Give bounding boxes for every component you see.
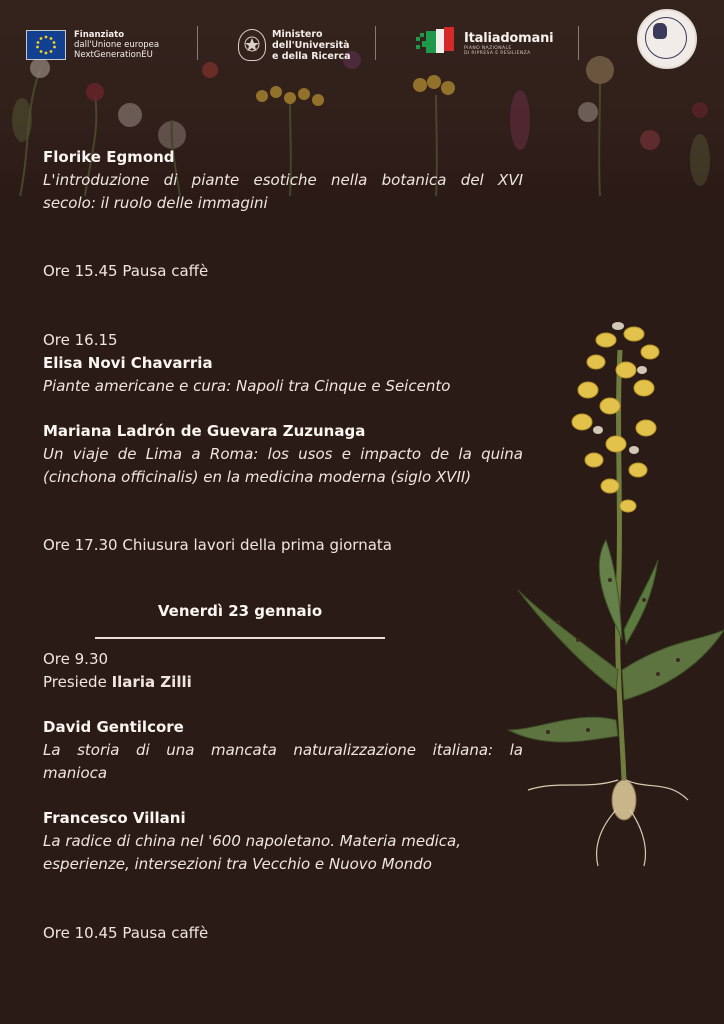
talk-gentilcore xyxy=(43,716,523,785)
day-heading-underline xyxy=(95,637,385,639)
eu-funding-logo xyxy=(26,20,159,70)
talk-title-line: esperienze, intersezioni tra Vecchio e Nuovo Mondo xyxy=(43,855,432,873)
speaker-name: Mariana Ladrón de Guevara Zuzunaga xyxy=(43,422,366,440)
italia-brand-a: Italia xyxy=(464,30,501,46)
session-afternoon xyxy=(43,329,523,398)
logo-divider xyxy=(578,26,579,60)
talk-title-line: manioca xyxy=(43,764,108,782)
talk-title-line: La radice di china nel '600 napoletano. Materia medica, xyxy=(43,832,462,850)
talk-title-line: Un viaje de Lima a Roma: los usos e impacto de la quina xyxy=(43,445,523,463)
session-time: Ore 9.30 xyxy=(43,650,109,668)
talk-egmond xyxy=(43,146,523,215)
talk-villani xyxy=(43,807,523,876)
mur-logo xyxy=(238,20,351,70)
speaker-name: Elisa Novi Chavarria xyxy=(43,354,213,372)
eu-logo-line3: NextGenerationEU xyxy=(74,50,153,60)
session-time: Ore 16.15 xyxy=(43,331,118,349)
eu-logo-line1: Finanziato xyxy=(74,30,125,40)
italia-domani-logo xyxy=(412,18,553,68)
partner-logos xyxy=(0,12,724,72)
talk-ladron xyxy=(43,420,523,489)
italia-logo-sub2: DI RIPRESA E RESILIENZA xyxy=(464,50,531,56)
orchid-illustration xyxy=(498,310,724,870)
session-morning xyxy=(43,648,523,694)
speaker-name: David Gentilcore xyxy=(43,718,184,736)
coffee-break: Ore 15.45 Pausa caffè xyxy=(43,262,209,280)
italia-logo-sub1: PIANO NAZIONALE xyxy=(464,45,512,51)
logo-divider xyxy=(197,26,198,60)
logo-divider xyxy=(375,26,376,60)
speaker-name: Florike Egmond xyxy=(43,148,175,166)
talk-title-line: Piante americane e cura: Napoli tra Cinque e Seicento xyxy=(43,377,451,395)
day-closing: Ore 17.30 Chiusura lavori della prima giornata xyxy=(43,536,392,554)
university-seal-logo xyxy=(637,14,697,64)
italia-brand-b: domani xyxy=(500,30,554,46)
day-heading: Venerdì 23 gennaio xyxy=(157,602,323,620)
talk-title-line: L'introduzione di piante esotiche nella botanica del XVI xyxy=(43,171,523,189)
mur-logo-line2: dell'Università xyxy=(272,39,350,51)
talk-title-line: La storia di una mancata naturalizzazione italiana: la xyxy=(43,741,523,759)
coffee-break: Ore 10.45 Pausa caffè xyxy=(43,924,209,942)
eu-logo-line2: dall'Unione europea xyxy=(74,40,160,50)
chair-prefix: Presiede xyxy=(43,673,112,691)
chair-name: Ilaria Zilli xyxy=(111,673,192,691)
mur-logo-line1: Ministero xyxy=(272,28,323,40)
republic-emblem-icon xyxy=(238,29,266,61)
session-chair xyxy=(43,671,523,694)
talk-title-line: (cinchona officinalis) en la medicina moderna (siglo XVII) xyxy=(43,468,472,486)
mur-logo-line3: e della Ricerca xyxy=(272,50,351,62)
eu-flag-icon xyxy=(26,30,66,60)
talk-title-line: secolo: il ruolo delle immagini xyxy=(43,194,268,212)
university-seal-icon xyxy=(637,9,697,69)
speaker-name: Francesco Villani xyxy=(43,809,186,827)
italia-domani-flag-icon xyxy=(412,25,458,61)
